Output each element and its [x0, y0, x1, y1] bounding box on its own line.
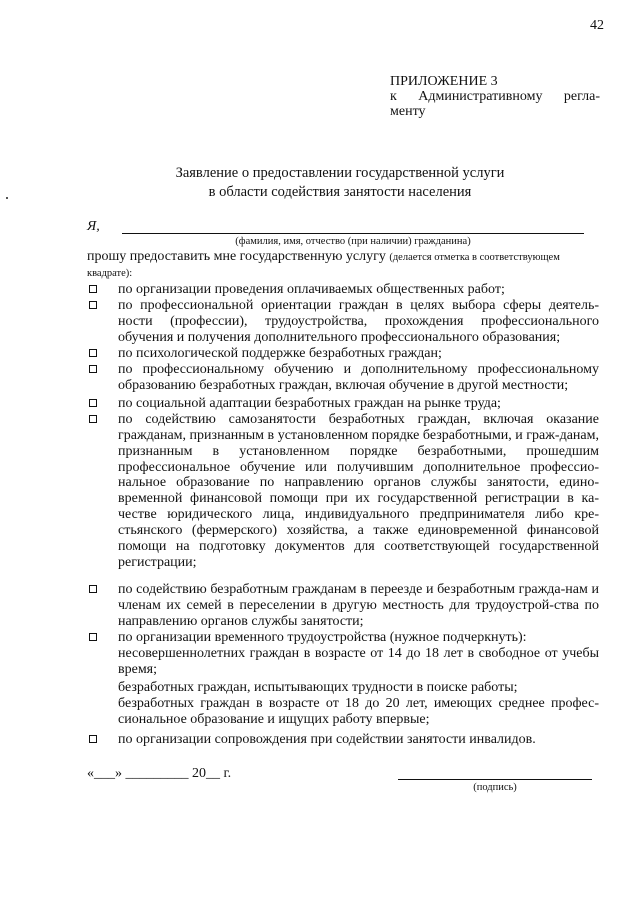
- option-text: по социальной адаптации безработных граждан на рынке труда;: [118, 396, 501, 411]
- applicant-name-caption: (фамилия, имя, отчество (при наличии) гражданина): [235, 236, 471, 247]
- temp-employment-young-graduates: безработных граждан в возрасте от 18 до 20 лет, имеющих среднее профес-сиональное образование и ищущих работу впервые;: [118, 696, 599, 727]
- date-field[interactable]: «___» _________ 20__ г.: [87, 766, 232, 781]
- option-disabled-support: [87, 732, 599, 748]
- appendix-title: ПРИЛОЖЕНИЕ 3: [390, 74, 498, 89]
- appendix-ref-line2: менту: [390, 104, 426, 119]
- option-text: по содействию безработным гражданам в переезде и безработным гражда-нам и членам их семей в переселении в другую местность для трудоустрой-ства по направлению органов службы занятости;: [118, 582, 599, 629]
- option-relocation: [87, 582, 599, 630]
- request-note: (делается отметка в соответствующем квадрате):: [87, 252, 560, 279]
- request-main: прошу предоставить мне государственную услугу: [87, 249, 390, 264]
- applicant-name-field[interactable]: [122, 233, 584, 234]
- title-line-1: Заявление о предоставлении государственной услуги: [175, 165, 505, 181]
- title-line-2: в области содействия занятости населения: [208, 184, 472, 200]
- checkbox[interactable]: [89, 285, 97, 293]
- checkbox[interactable]: [89, 365, 97, 373]
- option-text: по психологической поддержке безработных граждан;: [118, 346, 442, 361]
- checkbox[interactable]: [89, 735, 97, 743]
- option-text: по организации временного трудоустройства (нужное подчеркнуть):: [118, 630, 527, 645]
- option-temporary-employment: [87, 630, 599, 646]
- option-text: по профессиональному обучению и дополнительному профессиональному образованию безработных граждан, включая обучение в другой местности;: [118, 362, 599, 393]
- option-public-works: [87, 282, 599, 298]
- option-career-guidance: [87, 298, 599, 346]
- option-vocational-training: [87, 362, 599, 394]
- option-text: по содействию самозанятости безработных граждан, включая оказание гражданам, признанным в установленном порядке безработными, и граж-данам, признанным в установленном порядке безработными, прошедшим профессиональное обучение или получившим дополнительное профессио-нальное образование по направлению органов службы занятости, едино-временной финансовой помощи при их государственной регистрации в ка-честве юридического лица, индивидуального предпринимателя либо кре-стьянского (фермерского) хозяйства, а также единовременной финансовой помощи на подготовку документов для соответствующей государственной регистрации;: [118, 412, 599, 570]
- temp-employment-minors: несовершеннолетних граждан в возрасте от 14 до 18 лет в свободное от учебы время;: [118, 646, 599, 677]
- appendix-ref-line1: к Административному регла-: [390, 89, 600, 104]
- checkbox[interactable]: [89, 633, 97, 641]
- document-title: [100, 164, 580, 202]
- applicant-prefix: Я,: [87, 219, 100, 234]
- option-text: по профессиональной ориентации граждан в целях выбора сферы деятель-ности (профессии), трудоустройства, прохождения профессионального обучения и получения дополнительного профессионального образования;: [118, 298, 599, 345]
- checkbox[interactable]: [89, 399, 97, 407]
- signature-caption: (подпись): [473, 782, 517, 793]
- scan-dot: [6, 197, 8, 199]
- checkbox[interactable]: [89, 415, 97, 423]
- checkbox[interactable]: [89, 301, 97, 309]
- option-social-adaptation: [87, 396, 599, 412]
- temp-employment-difficulties: безработных граждан, испытывающих трудности в поиске работы;: [118, 680, 518, 695]
- page-number: 42: [590, 18, 604, 33]
- signature-field[interactable]: [398, 779, 592, 780]
- checkbox[interactable]: [89, 349, 97, 357]
- option-psychological-support: [87, 346, 599, 362]
- appendix-header: [390, 74, 600, 119]
- request-text: [87, 249, 599, 281]
- checkbox[interactable]: [89, 585, 97, 593]
- option-self-employment: [87, 412, 599, 570]
- option-text: по организации проведения оплачиваемых общественных работ;: [118, 282, 505, 297]
- option-text: по организации сопровождения при содействии занятости инвалидов.: [118, 732, 536, 747]
